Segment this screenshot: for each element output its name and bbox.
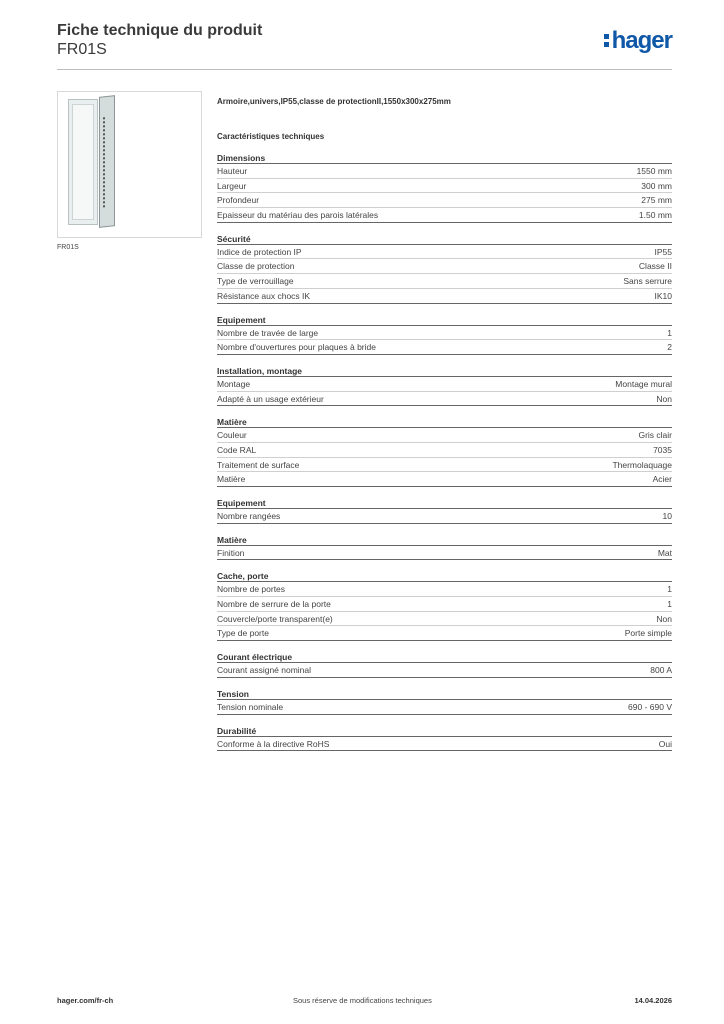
spec-group xyxy=(217,688,672,715)
spec-row xyxy=(217,443,672,458)
spec-value: Porte simple xyxy=(624,628,672,639)
spec-group-title: Courant électrique xyxy=(217,651,672,663)
spec-row xyxy=(217,582,672,597)
spec-value: Non xyxy=(656,613,672,624)
spec-row xyxy=(217,326,672,341)
spec-row xyxy=(217,179,672,194)
spec-row xyxy=(217,377,672,392)
spec-row xyxy=(217,340,672,355)
spec-value: 1550 mm xyxy=(636,166,672,176)
spec-row xyxy=(217,612,672,627)
spec-group-title: Installation, montage xyxy=(217,365,672,377)
spec-group-title: Equipement xyxy=(217,314,672,326)
spec-group xyxy=(217,233,672,304)
spec-label: Nombre d'ouvertures pour plaques à bride xyxy=(217,342,376,353)
spec-group xyxy=(217,152,672,223)
spec-row xyxy=(217,737,672,752)
spec-label: Résistance aux chocs IK xyxy=(217,290,311,301)
spec-label: Classe de protection xyxy=(217,261,295,272)
spec-value: 275 mm xyxy=(641,195,672,206)
spec-value: Sans serrure xyxy=(623,276,672,287)
spec-label: Profondeur xyxy=(217,195,260,206)
spec-label: Type de verrouillage xyxy=(217,276,294,287)
spec-row xyxy=(217,597,672,612)
spec-row xyxy=(217,458,672,473)
spec-content xyxy=(217,96,672,761)
spec-group xyxy=(217,570,672,641)
spec-label: Hauteur xyxy=(217,166,248,176)
spec-value: Mat xyxy=(657,547,672,558)
spec-label: Tension nominale xyxy=(217,701,284,712)
spec-value: Gris clair xyxy=(638,430,672,441)
section-heading: Caractéristiques techniques xyxy=(217,132,325,141)
spec-group-title: Dimensions xyxy=(217,152,672,164)
spec-value: 690 - 690 V xyxy=(628,701,672,712)
spec-group-title: Cache, porte xyxy=(217,570,672,582)
spec-group-title: Matière xyxy=(217,534,672,546)
footer-note: Sous réserve de modifications techniques xyxy=(293,996,432,1005)
spec-label: Matière xyxy=(217,474,246,485)
hager-logo xyxy=(604,27,672,55)
product-image xyxy=(57,91,202,238)
spec-value: 10 xyxy=(662,511,672,521)
logo-dots-icon xyxy=(604,34,610,50)
spec-value: IP55 xyxy=(654,246,672,257)
spec-row xyxy=(217,472,672,487)
cabinet-door xyxy=(99,95,115,228)
spec-row xyxy=(217,164,672,179)
spec-value: Thermolaquage xyxy=(612,459,672,470)
spec-row xyxy=(217,259,672,274)
spec-group-title: Tension xyxy=(217,688,672,700)
product-description: Armoire,univers,IP55,classe de protectionII,1550x300x275mm xyxy=(217,97,451,106)
spec-row xyxy=(217,274,672,289)
spec-value: Oui xyxy=(658,738,672,749)
spec-group xyxy=(217,725,672,752)
spec-group xyxy=(217,416,672,487)
spec-label: Type de porte xyxy=(217,628,269,639)
spec-label: Nombre de serrure de la porte xyxy=(217,599,331,610)
spec-group xyxy=(217,314,672,355)
footer-date: 14.04.2026 xyxy=(634,996,672,1005)
spec-value: Montage mural xyxy=(615,378,672,389)
spec-label: Indice de protection IP xyxy=(217,246,302,257)
spec-value: Non xyxy=(656,393,672,404)
spec-value: 300 mm xyxy=(641,180,672,191)
spec-value: 7035 xyxy=(653,444,672,455)
spec-groups xyxy=(217,152,672,751)
spec-label: Nombre de travée de large xyxy=(217,327,319,338)
spec-value: 1 xyxy=(667,327,672,338)
spec-value: Acier xyxy=(652,474,672,485)
spec-label: Epaisseur du matériau des parois latérales xyxy=(217,210,379,221)
spec-label: Nombre rangées xyxy=(217,511,281,521)
spec-value: 800 A xyxy=(650,665,672,676)
spec-value: 1 xyxy=(667,584,672,595)
spec-row xyxy=(217,193,672,208)
spec-row xyxy=(217,208,672,223)
spec-value: IK10 xyxy=(654,290,672,301)
spec-row xyxy=(217,289,672,304)
spec-label: Largeur xyxy=(217,180,247,191)
spec-value: 2 xyxy=(667,342,672,353)
cabinet-body xyxy=(68,99,98,225)
spec-label: Nombre de portes xyxy=(217,584,286,595)
spec-group-title: Durabilité xyxy=(217,725,672,737)
spec-group xyxy=(217,497,672,524)
spec-label: Finition xyxy=(217,547,245,558)
spec-label: Conforme à la directive RoHS xyxy=(217,738,330,749)
image-caption: FR01S xyxy=(57,244,79,251)
spec-row xyxy=(217,546,672,561)
spec-label: Code RAL xyxy=(217,444,257,455)
spec-label: Couvercle/porte transparent(e) xyxy=(217,613,333,624)
spec-label: Couleur xyxy=(217,430,247,441)
spec-row xyxy=(217,626,672,641)
spec-value: 1.50 mm xyxy=(638,210,672,221)
page-header xyxy=(57,20,672,70)
spec-label: Traitement de surface xyxy=(217,459,300,470)
document-title: Fiche technique du produit xyxy=(57,22,263,39)
spec-group xyxy=(217,365,672,406)
spec-row xyxy=(217,245,672,260)
spec-value: Classe II xyxy=(638,261,672,272)
spec-group xyxy=(217,651,672,678)
spec-label: Montage xyxy=(217,378,251,389)
product-reference: FR01S xyxy=(57,41,107,58)
spec-group-title: Matière xyxy=(217,416,672,428)
spec-group-title: Equipement xyxy=(217,497,672,509)
footer-website-link[interactable]: hager.com/fr-ch xyxy=(57,996,114,1005)
spec-group-title: Sécurité xyxy=(217,233,672,245)
spec-row xyxy=(217,509,672,524)
spec-row xyxy=(217,700,672,715)
spec-group xyxy=(217,534,672,561)
spec-label: Courant assigné nominal xyxy=(217,665,312,676)
spec-value: 1 xyxy=(667,599,672,610)
spec-label: Adapté à un usage extérieur xyxy=(217,393,324,404)
spec-row xyxy=(217,392,672,407)
logo-text: hager xyxy=(611,27,672,54)
spec-row xyxy=(217,428,672,443)
spec-row xyxy=(217,663,672,678)
